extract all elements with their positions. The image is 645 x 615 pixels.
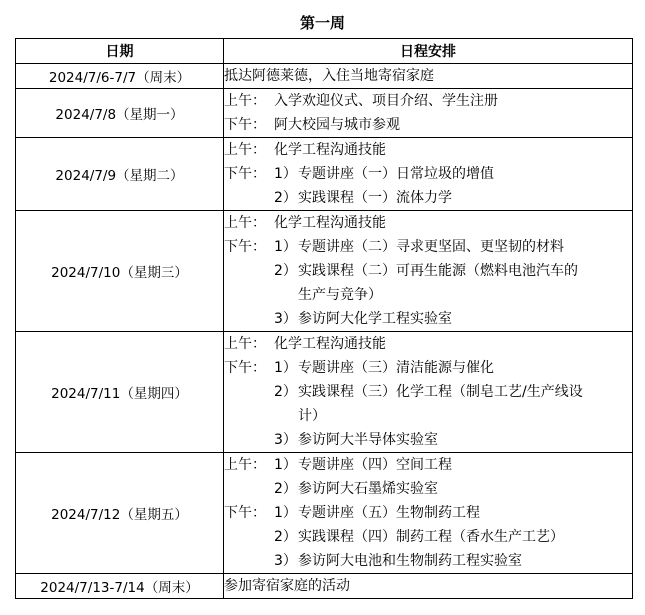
page-title: 第一周 — [299, 14, 345, 32]
plan-line — [224, 453, 632, 477]
time-label — [224, 259, 274, 283]
item-number: 3） — [274, 553, 297, 569]
time-label: 上午： — [224, 336, 266, 352]
time-label — [224, 477, 274, 501]
plan-line — [224, 428, 632, 452]
plan-cell — [224, 89, 633, 138]
activity-text: 计） — [298, 408, 326, 424]
activity-text: 专题讲座（一）日常垃圾的增值 — [298, 166, 494, 182]
plan-cell — [224, 574, 633, 599]
activity-text: 生产与竞争） — [298, 287, 382, 303]
time-label: 下午： — [224, 360, 266, 376]
schedule-table — [15, 38, 633, 599]
activity-text: 专题讲座（四）空间工程 — [298, 457, 452, 473]
time-label: 下午： — [224, 166, 266, 182]
plan-line — [224, 138, 632, 162]
date-cell: 2024/7/11（星期四） — [16, 332, 224, 453]
activity-text: 专题讲座（二）寻求更坚固、更坚韧的材料 — [298, 239, 564, 255]
plan-cell — [224, 332, 633, 453]
plan-line — [224, 235, 632, 259]
activity-text: 实践课程（四）制药工程（香水生产工艺） — [298, 529, 564, 545]
time-label — [224, 525, 274, 549]
activity-text: 实践课程（一）流体力学 — [298, 190, 452, 206]
table-row — [16, 64, 633, 89]
activity-text: 实践课程（三）化学工程（制皂工艺/生产线设 — [298, 384, 583, 400]
item-number: 1） — [274, 360, 297, 376]
item-number: 3） — [274, 432, 297, 448]
item-number: 1） — [274, 239, 297, 255]
header-row — [16, 39, 633, 64]
date-column-header: 日期 — [16, 39, 224, 64]
time-label — [224, 307, 274, 331]
item-number: 2） — [274, 529, 297, 545]
item-number: 2） — [274, 384, 297, 400]
activity-text: 专题讲座（五）生物制药工程 — [298, 505, 480, 521]
time-label: 上午： — [224, 142, 266, 158]
plan-line — [224, 525, 632, 549]
item-number: 2） — [274, 263, 297, 279]
plan-line — [224, 113, 632, 137]
plan-cell — [224, 453, 633, 574]
activity-text: 实践课程（二）可再生能源（燃料电池汽车的 — [298, 263, 578, 279]
plan-cell — [224, 211, 633, 332]
table-row — [16, 138, 633, 211]
plan-line — [224, 64, 632, 88]
plan-line — [224, 549, 632, 573]
item-number: 1） — [274, 166, 297, 182]
activity-text: 入学欢迎仪式、项目介绍、学生注册 — [274, 93, 498, 109]
table-row — [16, 574, 633, 599]
item-number: 1） — [274, 505, 297, 521]
plan-cell — [224, 64, 633, 89]
time-label: 下午： — [224, 117, 266, 133]
table-row — [16, 332, 633, 453]
plan-line — [224, 404, 632, 428]
plan-line — [224, 477, 632, 501]
item-number: 1） — [274, 457, 297, 473]
table-row — [16, 453, 633, 574]
plan-line — [224, 259, 632, 283]
table-row — [16, 211, 633, 332]
plan-line — [224, 380, 632, 404]
date-cell: 2024/7/8（星期一） — [16, 89, 224, 138]
activity-text: 参访阿大电池和生物制药工程实验室 — [298, 553, 522, 569]
plan-line — [224, 89, 632, 113]
date-cell: 2024/7/12（星期五） — [16, 453, 224, 574]
date-cell: 2024/7/6-7/7（周末） — [16, 64, 224, 89]
activity-text: 化学工程沟通技能 — [274, 142, 386, 158]
plan-line — [224, 186, 632, 210]
time-label — [224, 186, 274, 210]
time-label: 下午： — [224, 505, 266, 521]
activity-text: 化学工程沟通技能 — [274, 336, 386, 352]
plan-line — [224, 162, 632, 186]
schedule-body — [16, 64, 633, 599]
item-number: 2） — [274, 481, 297, 497]
time-label: 上午： — [224, 215, 266, 231]
activity-text: 阿大校园与城市参观 — [274, 117, 400, 133]
time-label — [224, 549, 274, 573]
date-cell: 2024/7/9（星期二） — [16, 138, 224, 211]
item-number: 2） — [274, 190, 297, 206]
item-number: 3） — [274, 311, 297, 327]
plan-line — [224, 211, 632, 235]
plan-line — [224, 283, 632, 307]
time-label: 上午： — [224, 457, 266, 473]
plan-line — [224, 307, 632, 331]
plan-cell — [224, 138, 633, 211]
plan-line — [224, 356, 632, 380]
time-label: 下午： — [224, 239, 266, 255]
time-label — [224, 428, 274, 452]
activity-text: 参加寄宿家庭的活动 — [224, 578, 350, 594]
time-label — [224, 380, 274, 404]
activity-text: 化学工程沟通技能 — [274, 215, 386, 231]
activity-text: 参访阿大石墨烯实验室 — [298, 481, 438, 497]
activity-text: 专题讲座（三）清洁能源与催化 — [298, 360, 494, 376]
activity-text: 抵达阿德莱德，入住当地寄宿家庭 — [224, 68, 434, 84]
plan-column-header: 日程安排 — [224, 39, 633, 64]
time-label: 上午： — [224, 93, 266, 109]
plan-line — [224, 332, 632, 356]
activity-text: 参访阿大半导体实验室 — [298, 432, 438, 448]
plan-line — [224, 501, 632, 525]
plan-line — [224, 574, 632, 598]
date-cell: 2024/7/13-7/14（周末） — [16, 574, 224, 599]
activity-text: 参访阿大化学工程实验室 — [298, 311, 452, 327]
date-cell: 2024/7/10（星期三） — [16, 211, 224, 332]
table-row — [16, 89, 633, 138]
